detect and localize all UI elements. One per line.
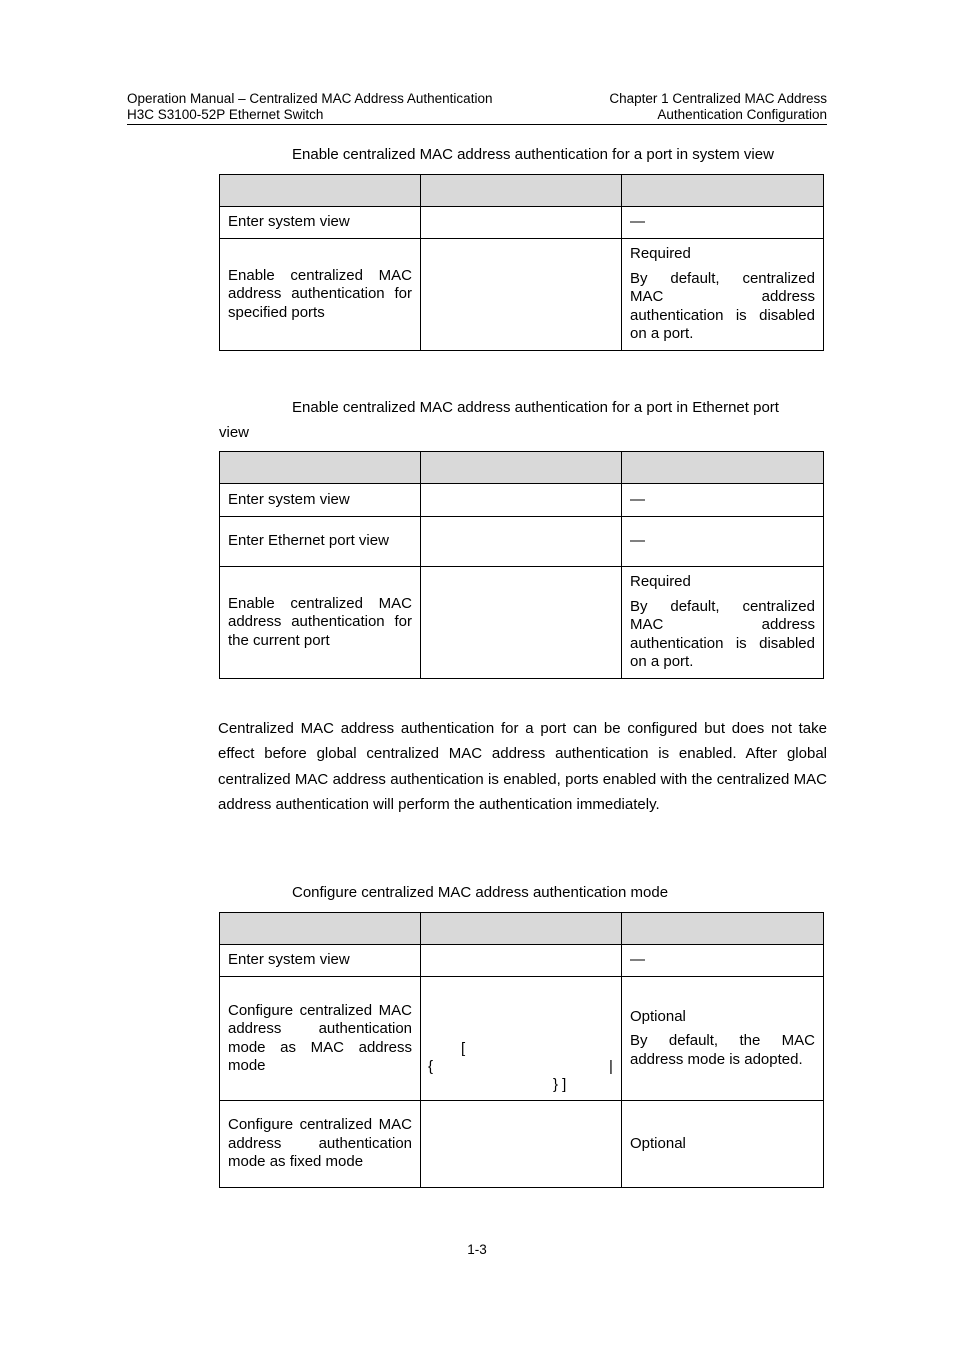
table3 [219,912,824,1188]
chapter-subtitle: Authentication Configuration [657,107,827,122]
table-row [220,239,824,351]
chapter-title: Chapter 1 Centralized MAC Address [609,91,827,106]
command-cell [421,239,622,351]
table-row [220,517,824,567]
remark-cell [622,977,824,1101]
remark-cell [622,239,824,351]
table2-caption-line2: view [219,424,250,441]
pipe-separator: | [609,1057,613,1075]
remark-cell [622,567,824,679]
table3-caption: Configure centralized MAC address authentication mode [292,884,669,901]
remark-default: By default, centralized MAC address authentication is disabled on a port. [630,597,815,671]
operation-cell: Enable centralized MAC address authentication for specified ports [220,239,421,351]
operation-cell: Enter system view [220,484,421,517]
header-right [609,91,827,123]
brace-bracket-close: } ] [553,1075,567,1093]
command-cell [421,1101,622,1188]
product-name: H3C S3100-52P Ethernet Switch [127,107,324,122]
remark-required: Required [630,573,691,591]
operation-cell: Enter system view [220,207,421,239]
remark-default: By default, the MAC address mode is adopted. [630,1032,815,1068]
table-row [220,567,824,679]
remark-cell: — [622,484,824,517]
command-syntax [421,978,621,1100]
remark-optional: Optional [630,1007,686,1025]
operation-cell: Enable centralized MAC address authentication for the current port [220,567,421,679]
table2-caption-line1: Enable centralized MAC address authentication for a port in Ethernet port [292,399,779,416]
table1 [219,174,824,351]
header-left [127,91,492,123]
table-row [220,977,824,1101]
command-cell [421,484,622,517]
remark-default: By default, centralized MAC address authentication is disabled on a port. [630,269,815,343]
operation-cell: Enter Ethernet port view [220,517,421,567]
table1-header-row [220,175,824,207]
table1-caption: Enable centralized MAC address authentication for a port in system view [292,146,774,163]
table-row [220,1101,824,1188]
table3-header-row [220,913,824,945]
table-row [220,207,824,239]
page-number: 1-3 [467,1242,487,1257]
operation-cell: Enter system view [220,945,421,977]
table2-header-row [220,452,824,484]
remark-required: Required [630,245,691,263]
page-header [127,90,827,125]
table-row [220,484,824,517]
manual-title: Operation Manual – Centralized MAC Address Authentication [127,91,493,106]
remark-cell: Optional [622,1101,824,1188]
brace-open: { [428,1057,434,1075]
remark-cell: — [622,207,824,239]
command-cell [421,517,622,567]
command-cell [421,977,622,1101]
remark-cell: — [622,517,824,567]
bracket-open: [ [461,1039,466,1057]
remark-cell: — [622,945,824,977]
operation-cell: Configure centralized MAC address authentication mode as fixed mode [220,1101,421,1188]
table2 [219,451,824,679]
body-paragraph: Centralized MAC address authentication for a port can be configured but does not take effect before global centralized MAC address authentication is enabled. After global centralized MAC address authentication is enabled, ports enabled with the centralized MAC address authentication will perform the authentication immediately. [218,720,827,813]
command-cell [421,567,622,679]
command-cell [421,207,622,239]
command-cell [421,945,622,977]
operation-cell: Configure centralized MAC address authentication mode as MAC address mode [220,977,421,1101]
table-row [220,945,824,977]
